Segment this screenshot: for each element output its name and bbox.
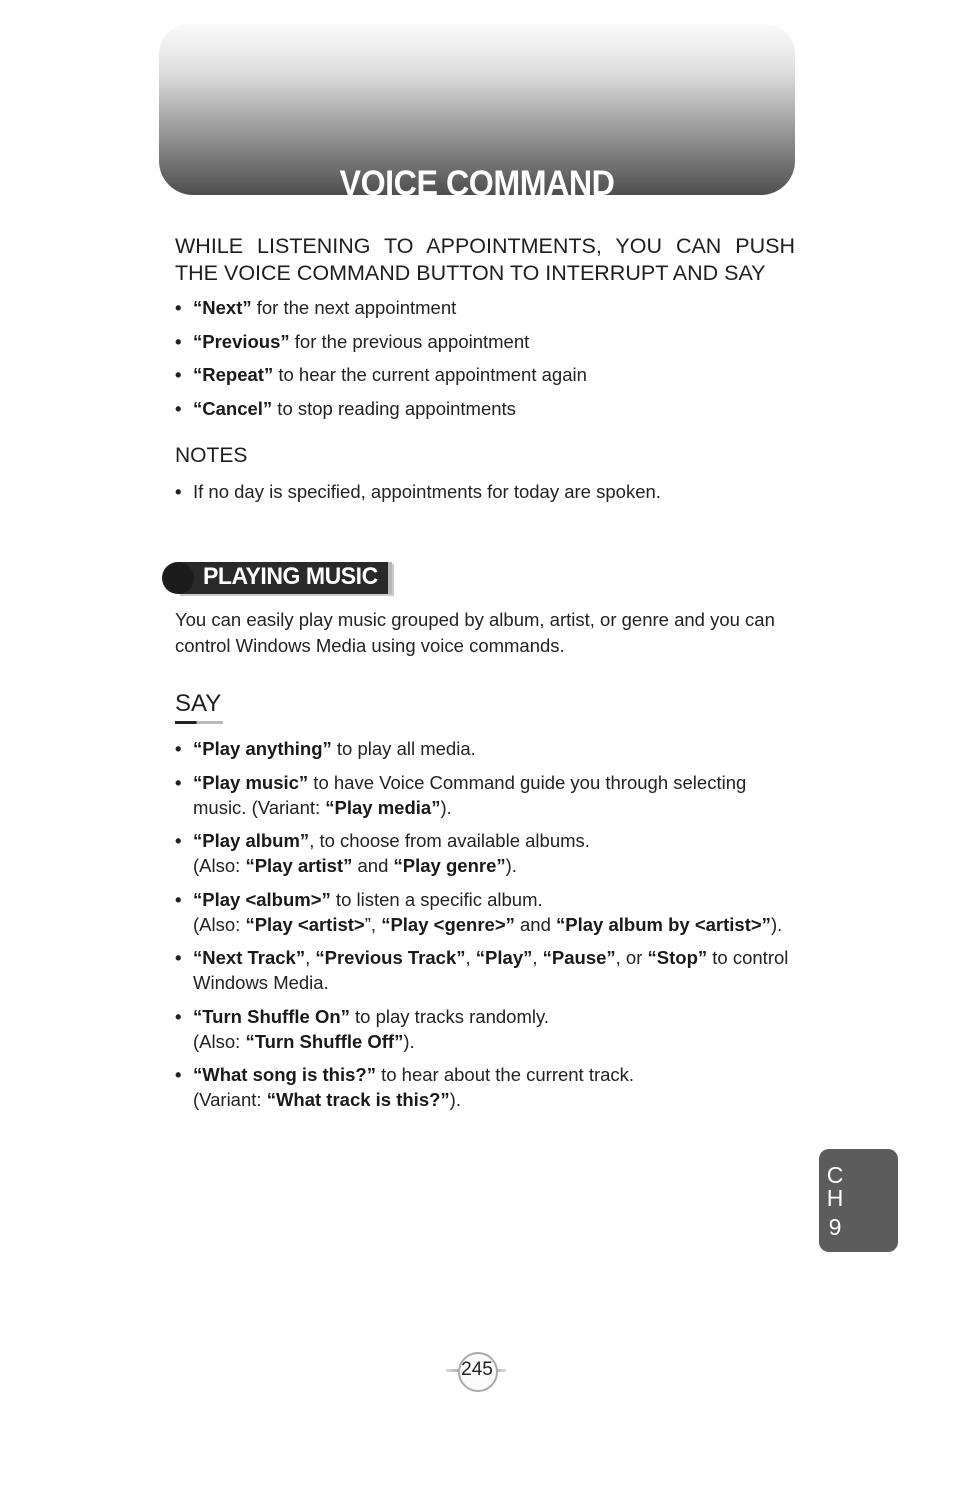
notes-list: [175, 479, 795, 504]
command-phrase: “Play anything”: [193, 738, 332, 759]
note-item: • If no day is specified, appointments for today are spoken.: [175, 479, 795, 504]
say-command-item: [175, 1004, 795, 1054]
command-phrase: “Play”: [475, 947, 533, 968]
command-phrase: “Play media”: [325, 796, 441, 818]
command-phrase: “Play <genre>”: [381, 913, 515, 935]
command-text: and: [352, 855, 394, 876]
section-title: PLAYING MUSIC: [203, 563, 378, 590]
command-text: ).: [449, 1089, 461, 1110]
command-text: ,: [305, 947, 316, 968]
command-text: , to choose from available albums.: [309, 830, 590, 851]
command-text: to play tracks randomly.: [349, 1005, 550, 1027]
command-phrase: “Repeat”: [193, 364, 274, 385]
say-command-list: [175, 736, 795, 1121]
command-phrase: “What song is this?”: [193, 1064, 376, 1085]
command-text: ).: [505, 855, 517, 876]
command-phrase: “Play <album>”: [193, 888, 331, 910]
command-phrase: “Turn Shuffle Off”: [245, 1030, 404, 1052]
chapter-tab-letter-c: C: [826, 1162, 844, 1188]
command-text: to control Windows Media.: [193, 947, 789, 993]
intro-heading: WHILE LISTENING TO APPOINTMENTS, YOU CAN PUSH THE VOICE COMMAND BUTTON TO INTERRUPT AND SAY: [175, 234, 795, 285]
notes-heading: NOTES: [175, 444, 248, 467]
command-phrase: “Previous”: [193, 330, 290, 352]
chapter-header-banner: [159, 24, 795, 203]
command-text: ,: [465, 947, 476, 968]
command-phrase: “Play album”: [193, 830, 310, 851]
appointment-command-list: [175, 295, 795, 429]
command-text: (Also:: [193, 913, 246, 935]
command-phrase: “Play music”: [193, 771, 309, 793]
command-phrase: “Play <artist>: [245, 913, 365, 935]
say-command-item: [175, 828, 795, 878]
command-text: (Also:: [193, 1030, 246, 1052]
command-description: to stop reading appointments: [272, 397, 516, 419]
say-heading-underline: [175, 721, 223, 724]
say-command-item: [175, 887, 795, 937]
command-phrase: “Next Track”: [193, 947, 306, 968]
say-command-item: [175, 945, 795, 995]
command-text: to play all media.: [331, 738, 476, 759]
music-intro-paragraph: You can easily play music grouped by album, artist, or genre and you can control Windows Media using voice commands.: [175, 609, 775, 656]
command-text: (Variant:: [193, 1089, 267, 1110]
say-heading: SAY: [175, 690, 222, 717]
command-phrase: “What track is this?”: [266, 1089, 450, 1110]
page-number: 245: [461, 1359, 493, 1380]
command-description: to hear the current appointment again: [273, 364, 587, 385]
command-text: (Also:: [193, 855, 246, 876]
say-command-item: [175, 736, 795, 761]
chapter-tab-number: 9: [828, 1214, 842, 1240]
page-title: VOICE COMMAND: [339, 164, 615, 203]
say-command-item: [175, 770, 795, 820]
command-phrase: “Pause”: [542, 947, 616, 968]
say-command-item: [175, 1062, 795, 1112]
command-text: to hear about the current track.: [375, 1064, 635, 1085]
section-heading-tab: [162, 561, 392, 594]
chapter-tab-letter-h: H: [826, 1185, 844, 1211]
page-number-badge: [446, 1352, 508, 1390]
command-text: ).: [440, 796, 452, 818]
command-text: to listen a specific album.: [330, 888, 543, 910]
section-bullet-icon: [162, 562, 194, 594]
command-text: ).: [403, 1030, 415, 1052]
command-description: for the previous appointment: [289, 330, 530, 352]
command-phrase: “Play genre”: [393, 855, 506, 876]
command-text: ”,: [364, 913, 382, 935]
appointment-command-item: [175, 396, 795, 421]
command-text: and: [514, 913, 557, 935]
command-phrase: “Next”: [193, 297, 252, 318]
appointment-command-item: [175, 295, 795, 320]
command-phrase: “Previous Track”: [315, 947, 466, 968]
command-text: ,: [532, 947, 543, 968]
chapter-tab: [819, 1149, 898, 1252]
command-text: to have Voice Command guide you through selecting music. (Variant:: [193, 771, 747, 818]
command-phrase: “Play album by <artist>”: [556, 913, 771, 935]
appointment-command-item: [175, 329, 795, 354]
command-phrase: “Play artist”: [245, 855, 353, 876]
command-text: , or: [615, 947, 648, 968]
command-phrase: “Cancel”: [193, 397, 273, 419]
command-phrase: “Turn Shuffle On”: [193, 1005, 350, 1027]
command-text: ).: [770, 913, 783, 935]
command-description: for the next appointment: [251, 297, 457, 318]
command-phrase: “Stop”: [647, 947, 708, 968]
appointment-command-item: [175, 362, 795, 387]
